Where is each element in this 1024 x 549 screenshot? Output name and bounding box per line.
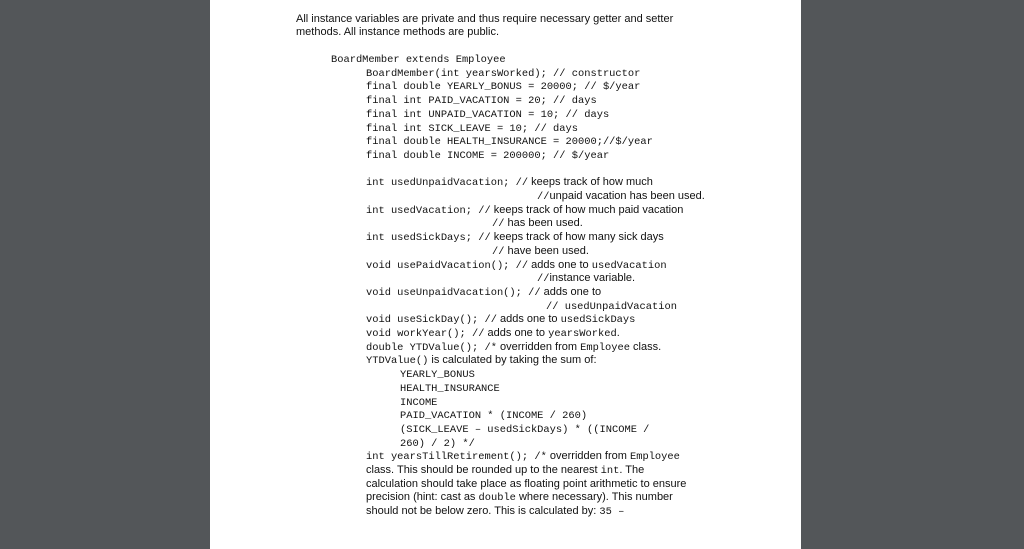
code-text: final double INCOME = 200000; // $/year bbox=[366, 149, 610, 162]
prose-text: adds one to bbox=[484, 327, 549, 339]
prose-text: class. This should be rounded up to the nearest bbox=[366, 464, 601, 476]
code-text: YEARLY_BONUS bbox=[400, 369, 475, 382]
prose-text: overridden from bbox=[546, 450, 630, 463]
code-text: // bbox=[537, 273, 550, 286]
spec-line bbox=[366, 108, 609, 123]
spec-line bbox=[366, 478, 686, 492]
spec-line bbox=[366, 286, 601, 301]
code-text: int usedSickDays; // bbox=[366, 232, 491, 245]
code-text: int usedUnpaidVacation; // bbox=[366, 177, 529, 190]
code-text: Employee bbox=[580, 341, 630, 354]
prose-text: overridden from bbox=[496, 340, 581, 353]
prose-text: have been used. bbox=[504, 244, 589, 257]
prose-text: keeps track of how much paid vacation bbox=[490, 203, 684, 216]
spec-line bbox=[366, 327, 620, 342]
spec-line bbox=[492, 217, 583, 232]
code-text: YTDValue() bbox=[366, 355, 429, 368]
code-text: // bbox=[492, 245, 505, 258]
code-text: yearsWorked bbox=[548, 328, 617, 340]
spec-line bbox=[366, 149, 609, 164]
spec-line bbox=[366, 135, 653, 150]
prose-text: instance variable. bbox=[549, 272, 636, 285]
spec-line bbox=[400, 396, 437, 411]
code-text: HEALTH_INSURANCE bbox=[400, 382, 500, 395]
code-text: final double YEARLY_BONUS = 20000; // $/year bbox=[366, 81, 641, 94]
prose-text: class. bbox=[630, 340, 662, 353]
code-text: // usedUnpaidVacation bbox=[546, 300, 677, 313]
code-text: double YTDValue(); /* bbox=[366, 341, 497, 354]
prose-text: precision (hint: cast as bbox=[366, 491, 479, 504]
spec-line bbox=[366, 491, 673, 506]
code-text: final int PAID_VACATION = 20; // days bbox=[366, 95, 597, 108]
spec-line bbox=[400, 423, 649, 438]
code-text: // bbox=[492, 218, 505, 231]
prose-text: has been used. bbox=[504, 217, 583, 230]
code-text: INCOME bbox=[400, 396, 438, 409]
spec-line bbox=[366, 259, 667, 274]
prose-text: should not be below zero. This is calculated by: bbox=[366, 505, 600, 518]
prose-text: adds one to bbox=[496, 313, 561, 326]
code-text: usedVacation bbox=[591, 259, 667, 272]
code-text: double bbox=[478, 492, 516, 505]
code-text: void useSickDay(); // bbox=[366, 314, 497, 327]
spec-line bbox=[366, 464, 644, 479]
prose-text: . bbox=[616, 327, 620, 339]
spec-line bbox=[400, 382, 500, 397]
spec-line bbox=[366, 94, 597, 109]
code-text: BoardMember extends Employee bbox=[331, 54, 506, 66]
code-text: void workYear(); // bbox=[366, 328, 485, 340]
code-text: BoardMember(int yearsWorked); // constructor bbox=[366, 67, 641, 80]
code-text: (SICK_LEAVE – usedSickDays) * ((INCOME / bbox=[400, 423, 650, 436]
code-text: PAID_VACATION * (INCOME / 260) bbox=[400, 410, 588, 423]
spec-line bbox=[400, 368, 475, 383]
code-text: int usedVacation; // bbox=[366, 204, 491, 217]
code-text: Employee bbox=[629, 451, 680, 464]
spec-line bbox=[492, 245, 589, 260]
code-text: void usePaidVacation(); // bbox=[366, 259, 529, 272]
spec-line bbox=[537, 272, 635, 287]
prose-text: adds one to bbox=[528, 258, 592, 271]
spec-line bbox=[366, 313, 635, 328]
code-text: final int UNPAID_VACATION = 10; // days bbox=[366, 108, 610, 121]
code-text: int bbox=[600, 465, 620, 477]
spec-line bbox=[366, 176, 653, 191]
prose-text: . The bbox=[619, 464, 645, 476]
spec-line bbox=[400, 437, 475, 452]
code-text: final int SICK_LEAVE = 10; // days bbox=[366, 122, 579, 135]
code-text: // bbox=[537, 191, 550, 203]
code-text: 35 – bbox=[599, 506, 625, 519]
spec-line bbox=[366, 122, 578, 137]
intro-paragraph: All instance variables are private and thus require necessary getter and setter methods. All instance methods are public. bbox=[296, 13, 674, 38]
prose-text: unpaid vacation has been used. bbox=[549, 190, 705, 202]
spec-line bbox=[366, 67, 640, 82]
spec-line bbox=[366, 80, 640, 95]
prose-text: keeps track of how much bbox=[528, 176, 653, 189]
prose-text: keeps track of how many sick days bbox=[490, 231, 664, 244]
spec-line bbox=[366, 231, 664, 246]
prose-text: adds one to bbox=[540, 285, 602, 298]
code-text: usedSickDays bbox=[560, 314, 636, 327]
spec-line bbox=[546, 300, 677, 315]
prose-text: where necessary). This number bbox=[515, 491, 673, 504]
document-page bbox=[210, 0, 801, 549]
spec-line bbox=[366, 505, 624, 520]
spec-line bbox=[331, 53, 506, 68]
code-text: 260) / 2) */ bbox=[400, 437, 475, 450]
code-text: int yearsTillRetirement(); /* bbox=[366, 451, 547, 464]
spec-line bbox=[366, 341, 661, 356]
spec-line bbox=[366, 204, 683, 219]
code-text: void useUnpaidVacation(); // bbox=[366, 286, 541, 299]
prose-text: is calculated by taking the sum of: bbox=[428, 354, 597, 367]
prose-text: calculation should take place as floating point arithmetic to ensure bbox=[366, 477, 687, 490]
spec-line bbox=[366, 450, 680, 465]
spec-line bbox=[537, 190, 705, 205]
spec-line bbox=[366, 354, 597, 369]
code-text: final double HEALTH_INSURANCE = 20000;//$/year bbox=[366, 136, 653, 149]
spec-line bbox=[400, 409, 587, 424]
